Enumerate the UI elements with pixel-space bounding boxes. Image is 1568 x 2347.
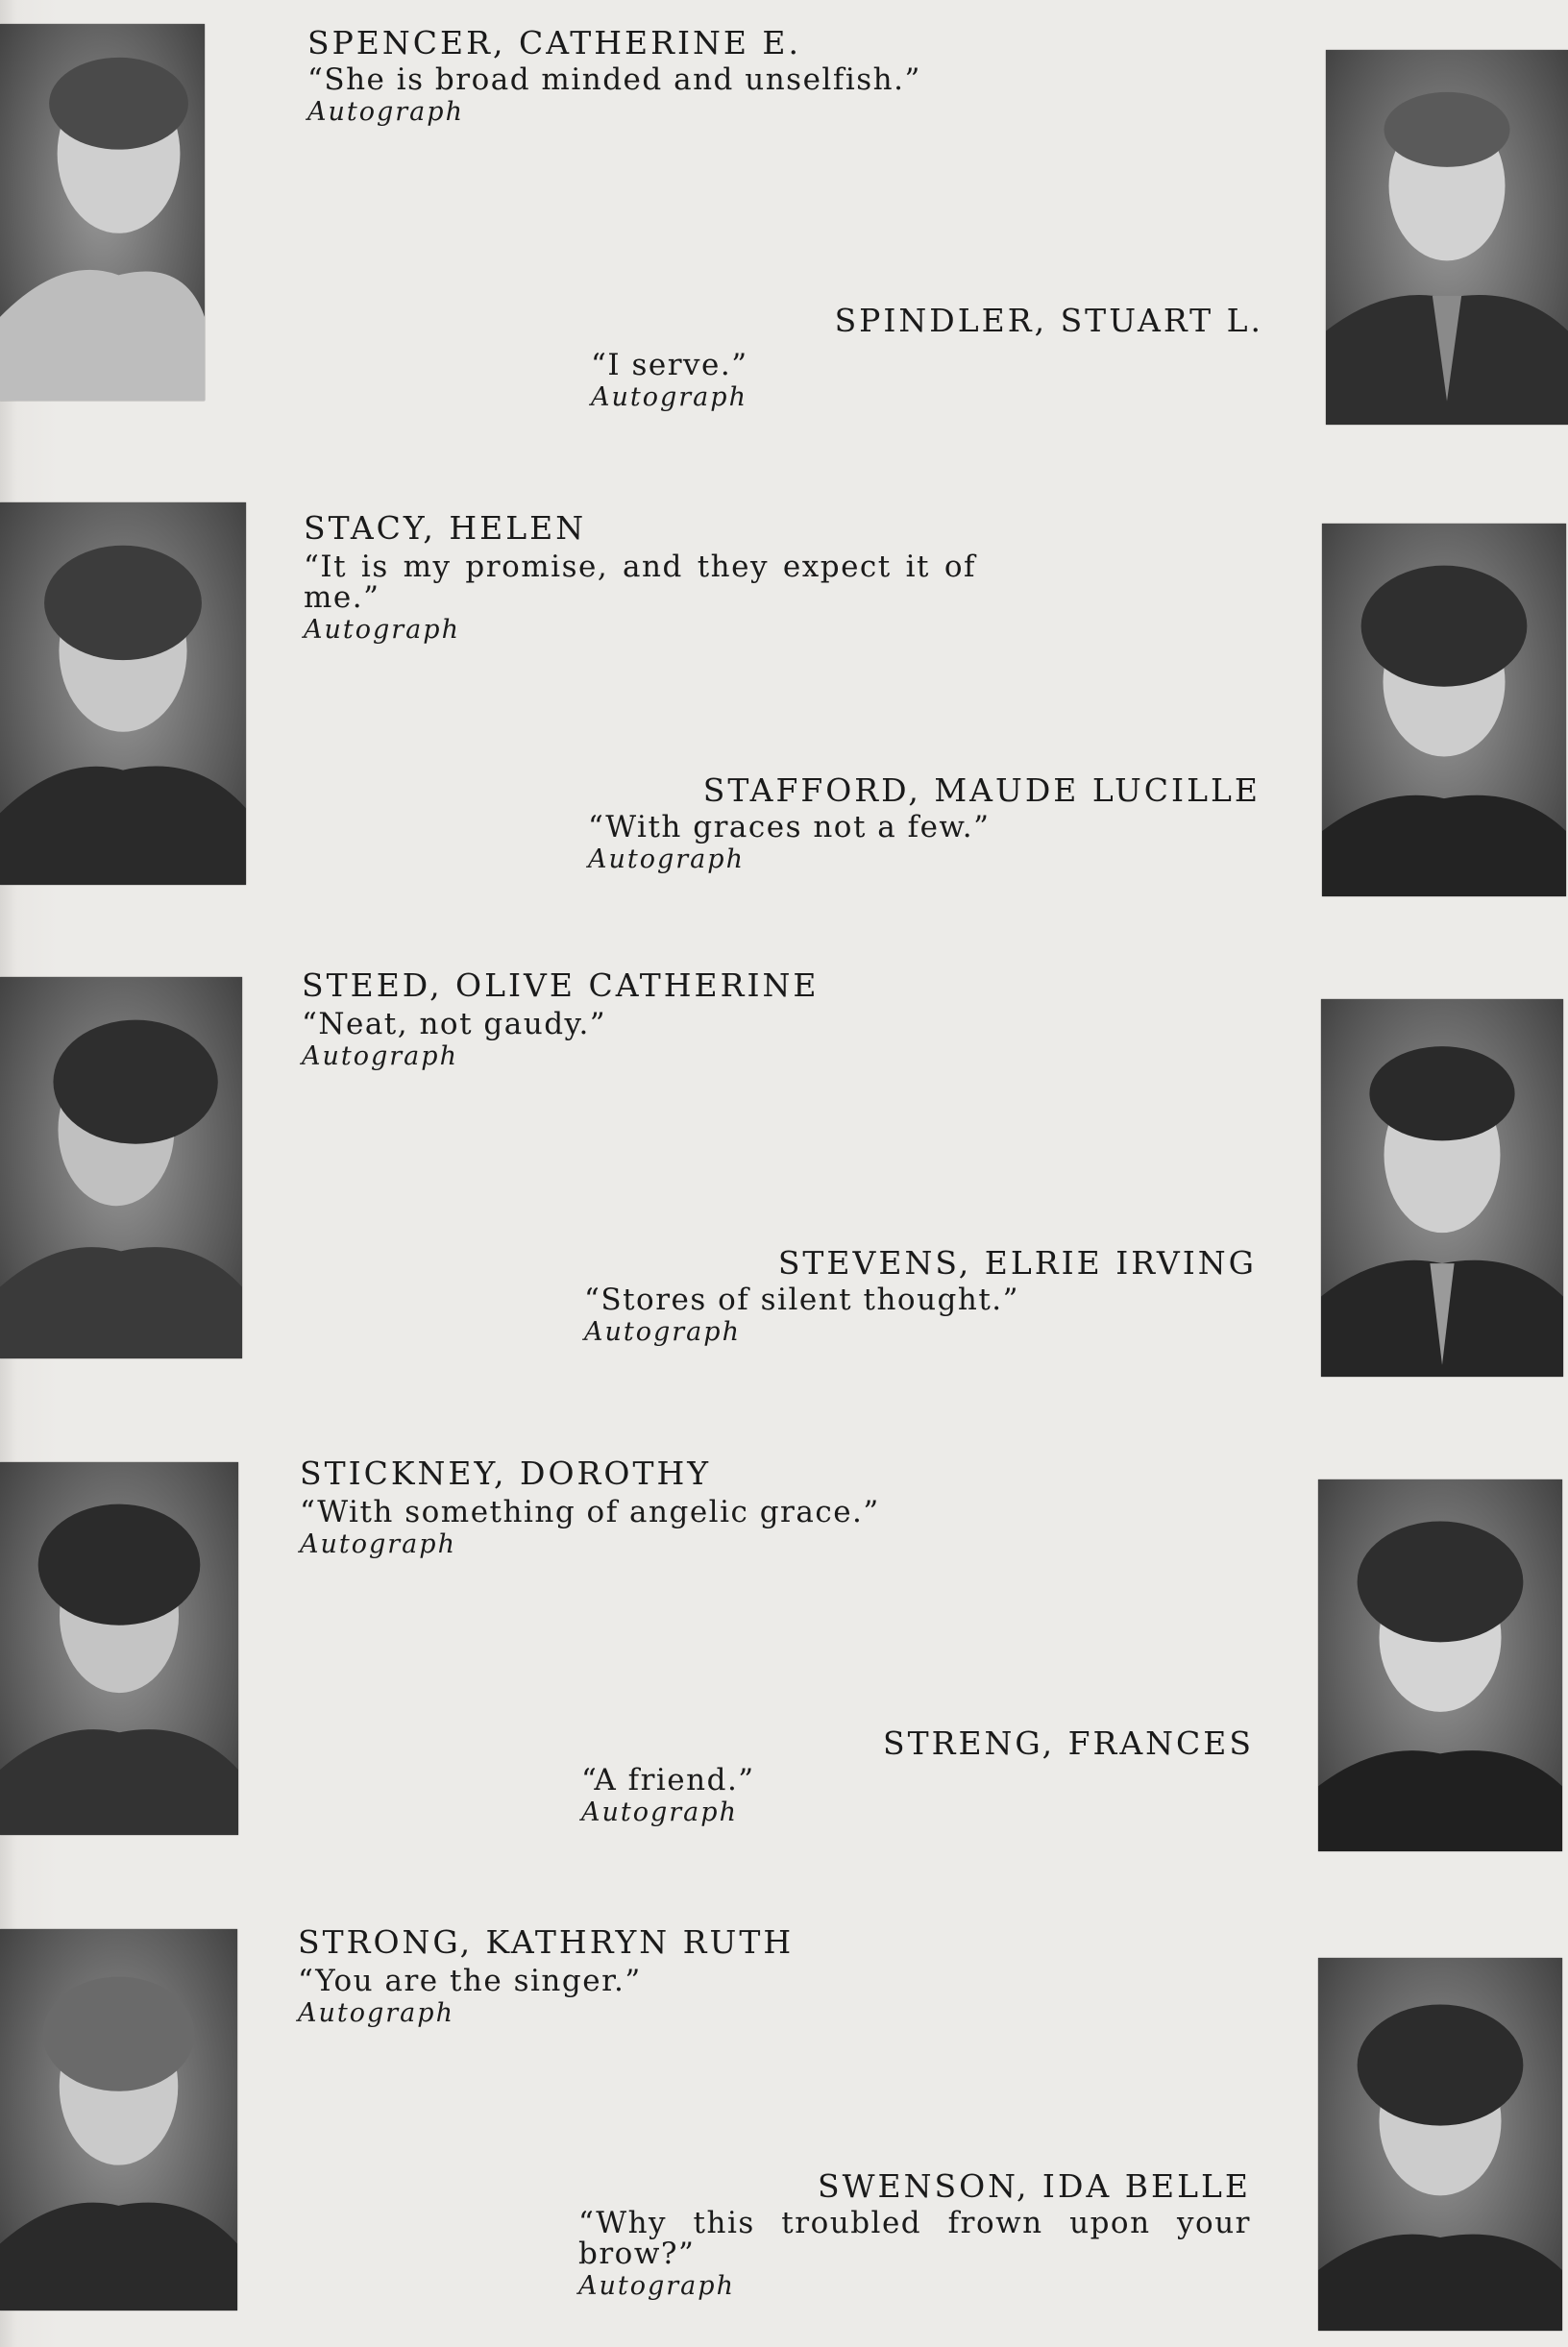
student-name: SWENSON, IDA BELLE: [818, 2167, 1251, 2205]
student-name: SPINDLER, STUART L.: [834, 302, 1263, 339]
autograph-label: Autograph: [588, 844, 745, 874]
portrait-photo: [0, 24, 205, 401]
portrait-photo: [0, 502, 246, 885]
autograph-label: Autograph: [578, 2271, 735, 2301]
autograph-label: Autograph: [304, 615, 460, 645]
student-quote: “A friend.”: [581, 1763, 755, 1797]
autograph-label: Autograph: [581, 1797, 738, 1827]
autograph-label: Autograph: [307, 97, 464, 127]
portrait-photo: [0, 977, 242, 1358]
student-quote: “With graces not a few.”: [588, 810, 991, 844]
autograph-label: Autograph: [298, 1998, 454, 2028]
student-name: STACY, HELEN: [304, 509, 587, 547]
student-quote: “Stores of silent thought.”: [584, 1283, 1020, 1317]
portrait-photo: [1318, 1479, 1562, 1851]
entry-streng: [581, 1724, 1254, 1830]
autograph-label: Autograph: [300, 1529, 456, 1559]
student-name: STEVENS, ELRIE IRVING: [777, 1244, 1257, 1282]
entry-strong: [298, 1923, 990, 2031]
entry-swenson: [578, 2167, 1251, 2304]
student-quote: “With something of angelic grace.”: [300, 1495, 880, 1529]
student-quote: “She is broad minded and unselfish.”: [307, 62, 921, 97]
student-quote: “Why this troubled frown upon your brow?”: [578, 2206, 1251, 2271]
autograph-label: Autograph: [591, 382, 747, 412]
student-name: STICKNEY, DOROTHY: [300, 1455, 712, 1492]
student-name: STEED, OLIVE CATHERINE: [302, 966, 820, 1004]
entry-spindler: [591, 302, 1263, 415]
entry-stafford: [588, 771, 1261, 877]
student-quote: “I serve.”: [591, 348, 748, 382]
portrait-photo: [0, 1929, 237, 2310]
entry-stacy: [304, 509, 976, 648]
autograph-label: Autograph: [584, 1317, 741, 1347]
portrait-photo: [0, 1462, 238, 1835]
entry-steed: [302, 966, 993, 1074]
student-quote: “You are the singer.”: [298, 1964, 642, 1998]
entry-stickney: [300, 1455, 992, 1562]
autograph-label: Autograph: [302, 1041, 458, 1071]
student-quote: “Neat, not gaudy.”: [302, 1007, 607, 1041]
entry-spencer: [307, 24, 999, 130]
portrait-photo: [1318, 1958, 1562, 2331]
student-name: STAFFORD, MAUDE LUCILLE: [702, 771, 1261, 809]
portrait-photo: [1322, 524, 1566, 896]
portrait-photo: [1326, 50, 1568, 425]
portrait-photo: [1321, 999, 1563, 1377]
entry-stevens: [584, 1244, 1257, 1350]
student-name: STRENG, FRANCES: [883, 1724, 1254, 1762]
student-name: SPENCER, CATHERINE E.: [307, 24, 802, 61]
student-name: STRONG, KATHRYN RUTH: [298, 1923, 795, 1961]
student-quote: “It is my promise, and they expect it of me.”: [304, 550, 976, 615]
